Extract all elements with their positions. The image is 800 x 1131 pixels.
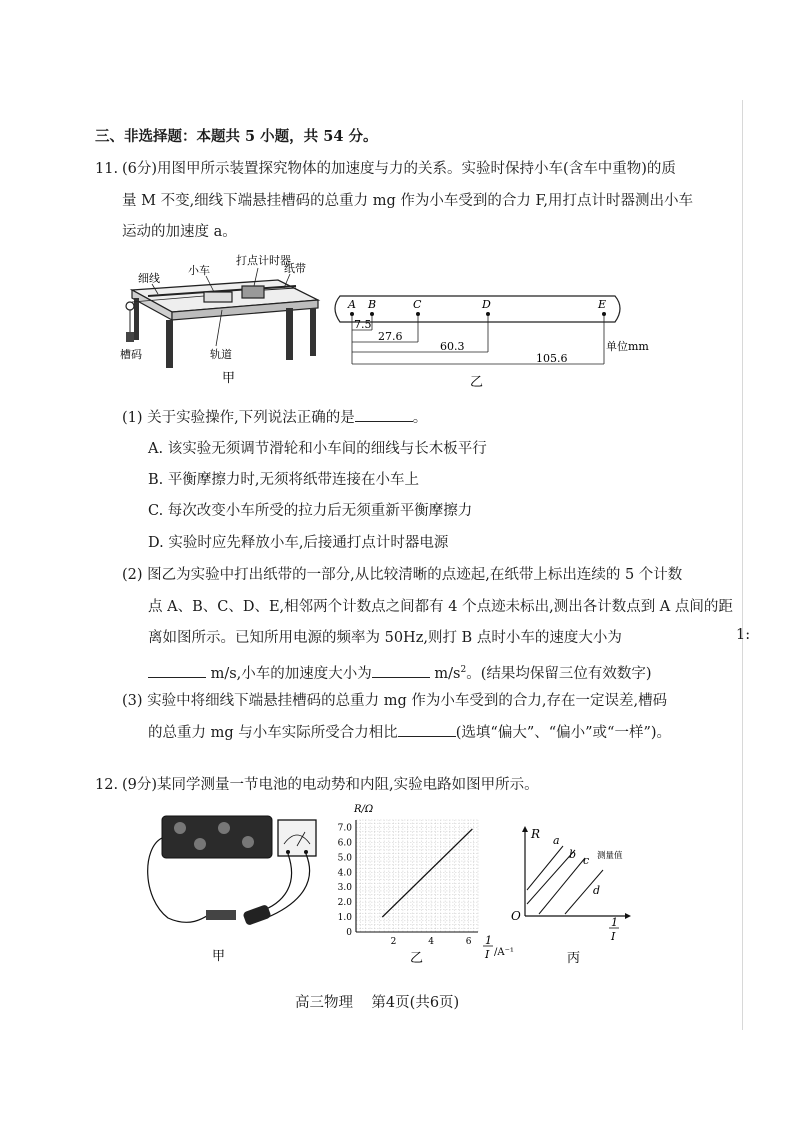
y-tick-label: 1.0 <box>337 913 352 924</box>
q11-sub2-line-4: m/s,小车的加速度大小为 $m/s^2$。(结果均保留三位有效数字) <box>148 660 652 684</box>
dist-AC: 27.6 <box>378 330 403 343</box>
hook-weights <box>126 332 134 342</box>
figure-tape <box>330 288 649 390</box>
table-leg <box>310 308 316 356</box>
dist-AB: 7.5 <box>354 318 372 331</box>
chart-xlabel-num: 1 <box>485 934 492 947</box>
switch <box>206 910 236 920</box>
ammeter <box>278 820 316 856</box>
chart-xlabel-unit: /A⁻¹ <box>494 947 514 958</box>
tape-dot-C <box>416 312 420 316</box>
q11-sub2-line-2: 点 A、B、C、D、E,相邻两个计数点之间都有 4 个点迹未标出,测出各计数点到 A 点间的距 <box>148 599 733 615</box>
tape-dot-E <box>602 312 606 316</box>
dial <box>218 822 230 834</box>
point-E: E <box>598 298 607 311</box>
y-tick-label: 2.0 <box>337 898 352 909</box>
q11-sub3-line-1: (3) 实验中将细线下端悬挂槽码的总重力 mg 作为小车受到的合力,存在一定误差,槽码 <box>122 693 668 709</box>
caption-q12-jia: 甲 <box>212 949 226 964</box>
point-A: A <box>348 298 356 311</box>
timer <box>242 286 264 298</box>
bing-label-c: c <box>583 854 590 867</box>
page-footer: 高三物理 第4页(共6页) <box>295 995 460 1011</box>
x-tick-label: 2 <box>390 937 397 947</box>
label-tape: 纸带 <box>284 262 306 275</box>
dist-AE: 105.6 <box>536 352 568 365</box>
figure-bing <box>505 820 635 970</box>
wire <box>250 854 292 914</box>
chart-grid <box>356 820 478 932</box>
q11-sub1-stem: (1) 关于实验操作,下列说法正确的是 。 <box>122 407 427 428</box>
label-weights: 槽码 <box>120 348 142 361</box>
caption-jia: 甲 <box>222 371 236 386</box>
x-tick-label: 6 <box>465 937 472 947</box>
q11-option-d: D. 实验时应先释放小车,后接通打点计时器电源 <box>148 535 449 551</box>
q11-option-b: B. 平衡摩擦力时,无须将纸带连接在小车上 <box>148 472 419 488</box>
q11-stem-line-2: 量 M 不变,细线下端悬挂槽码的总重力 mg 作为小车受到的合力 F,用打点计时器测出小车 <box>122 193 693 209</box>
bing-xlabel-num: 1 <box>611 916 618 929</box>
label-string: 细线 <box>138 272 160 285</box>
q12-number: 12. <box>95 777 119 793</box>
q11-sub2-line-3: 离如图所示。已知所用电源的频率为 50Hz,则打 B 点时小车的速度大小为 <box>148 630 622 646</box>
point-C: C <box>413 298 422 311</box>
dial <box>194 838 206 850</box>
page-edge <box>742 100 743 1030</box>
dial <box>242 836 254 848</box>
bing-label-a: a <box>553 834 560 847</box>
caption-yi: 乙 <box>470 375 484 390</box>
q11-stem-line-3: 运动的加速度 a。 <box>122 224 237 240</box>
chart-xlabel-den: I <box>485 948 490 961</box>
figure-apparatus <box>118 250 328 385</box>
q12-stem: (9分)某同学测量一节电池的电动势和内阻,实验电路如图甲所示。 <box>122 777 539 793</box>
bing-label-b: b <box>569 848 577 861</box>
bing-origin: O <box>511 909 521 923</box>
q11-stem-line-1: (6分)用图甲所示装置探究物体的加速度与力的关系。实验时保持小车(含车中重物)的质 <box>122 161 676 177</box>
bing-xlabel-den: I <box>611 930 616 943</box>
pulley <box>126 302 134 310</box>
chart-ylabel: R/Ω <box>354 804 374 815</box>
answer-blank-4[interactable] <box>398 722 456 737</box>
q11-sub3-line-2: 的总重力 mg 与小车实际所受合力相比 (选填“偏大”、“偏小”或“一样”)。 <box>148 722 671 743</box>
tape-dot-D <box>486 312 490 316</box>
table-leg <box>166 320 173 368</box>
answer-blank-3[interactable] <box>372 663 430 678</box>
q11-option-c: C. 每次改变小车所受的拉力后无须重新平衡摩擦力 <box>148 503 473 519</box>
dial <box>174 822 186 834</box>
unit-mm: 单位mm <box>606 340 649 353</box>
q11-number: 11. <box>95 161 119 177</box>
point-D: D <box>482 298 491 311</box>
y-tick-label: 6.0 <box>337 838 352 849</box>
figure-circuit <box>140 808 340 970</box>
q11-option-a: A. 该实验无须调节滑轮和小车间的细线与长木板平行 <box>148 441 487 457</box>
caption-q12-bing: 丙 <box>567 951 581 966</box>
y-tick-label: 7.0 <box>337 823 352 834</box>
bing-note: 测量值 <box>597 851 623 861</box>
x-tick-label: 4 <box>428 937 434 947</box>
table-leg <box>134 298 139 340</box>
answer-blank-2[interactable] <box>148 663 206 678</box>
y-tick-label: 4.0 <box>337 868 352 879</box>
bing-label-d: d <box>593 884 601 897</box>
tape-dot-B <box>370 312 374 316</box>
label-track: 轨道 <box>210 348 232 361</box>
label-timer: 打点计时器 <box>236 254 291 267</box>
q11-sub2-line-1: (2) 图乙为实验中打出纸带的一部分,从比较清晰的点迹起,在纸带上标出连续的 5 个计数 <box>122 567 683 583</box>
y-tick-label: 0 <box>346 928 352 938</box>
dist-AD: 60.3 <box>440 340 465 353</box>
section-header: 三、非选择题：本题共 5 小题，共 54 分。 <box>95 128 378 145</box>
tape-dot-A <box>350 312 354 316</box>
y-tick-label: 5.0 <box>337 853 352 864</box>
y-tick-label: 3.0 <box>337 883 352 894</box>
answer-blank-1[interactable] <box>355 407 413 422</box>
table-leg <box>286 308 293 360</box>
caption-q12-yi: 乙 <box>410 951 424 966</box>
cart <box>204 292 232 302</box>
battery <box>242 904 271 926</box>
wire <box>266 854 310 918</box>
margin-mark: 1: <box>736 627 751 643</box>
tape-outline <box>335 296 620 322</box>
bing-ylabel: R <box>531 827 541 841</box>
bing-line-b <box>527 850 575 904</box>
point-B: B <box>368 298 377 311</box>
chart-r-vs-inv-i <box>328 800 528 972</box>
label-cart: 小车 <box>188 264 210 277</box>
